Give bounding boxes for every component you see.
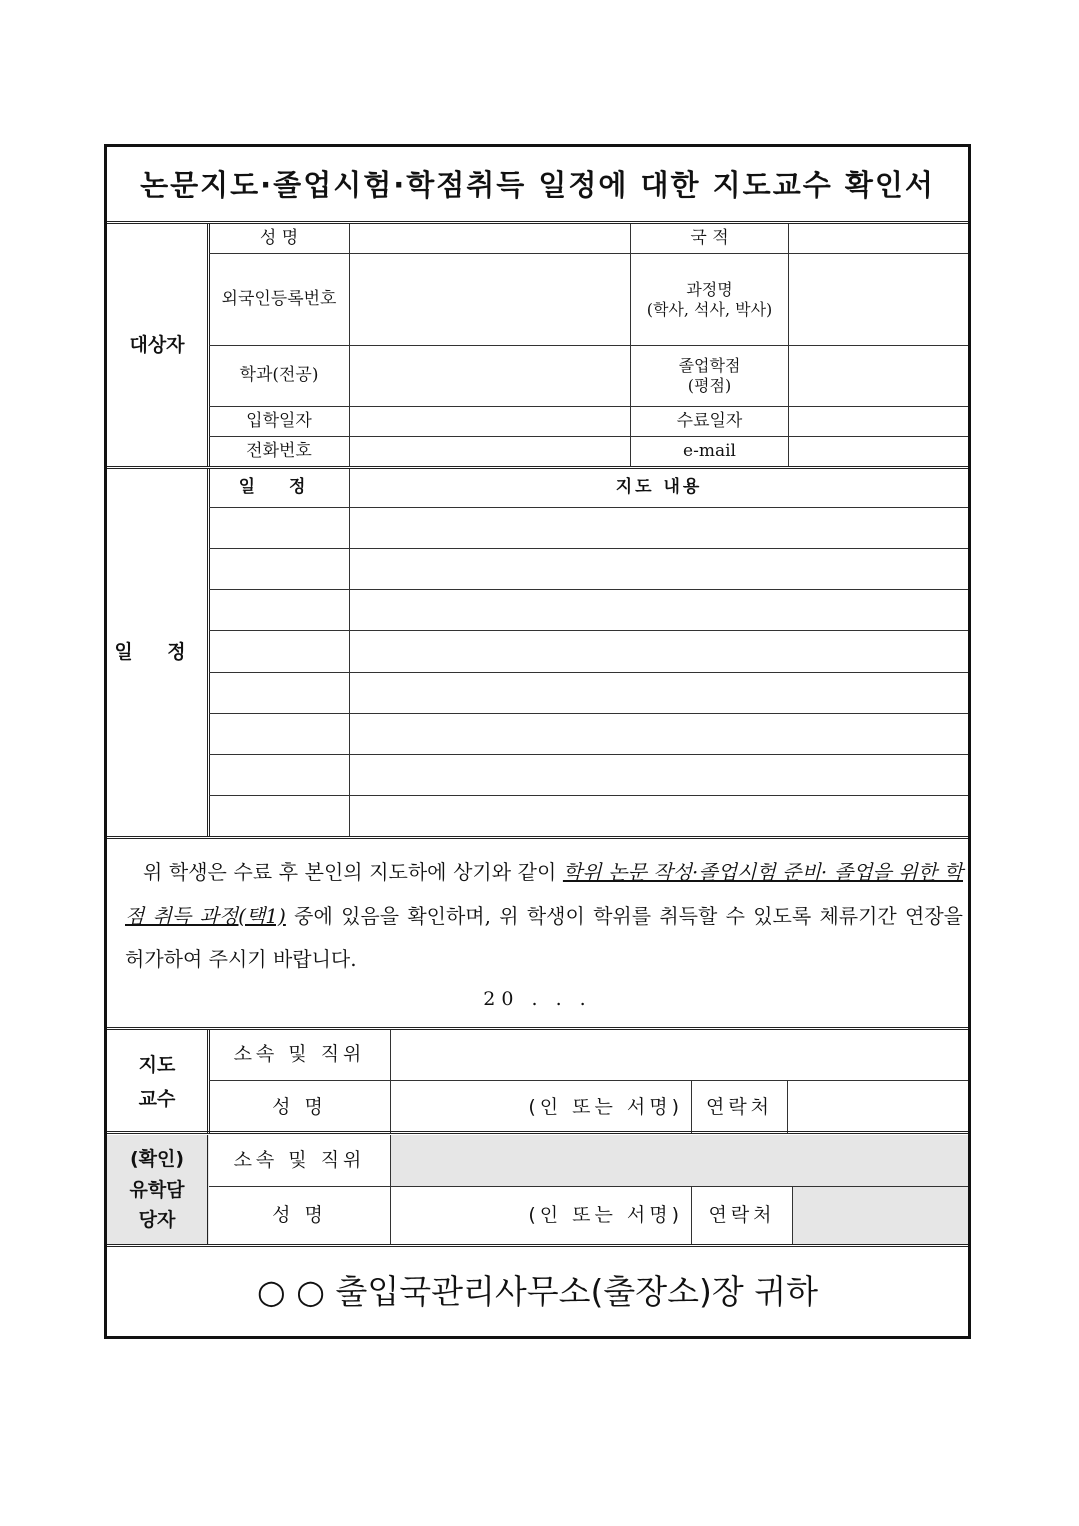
advisor-name-label: 성 명 xyxy=(272,1095,327,1118)
admission-date-field[interactable] xyxy=(350,407,630,436)
officer-affiliation-field[interactable] xyxy=(391,1135,968,1186)
schedule-section-label: 일 정 xyxy=(114,641,200,664)
closing-addressee: ○ ○ 출입국관리사무소(출장소)장 귀하 xyxy=(256,1272,819,1312)
admission-date-label: 입학일자 xyxy=(246,410,312,431)
alien-registration-field[interactable] xyxy=(350,254,630,345)
statement-underlined-text: 학위 논문 작성·졸업시험 준비· 졸업을 위한 학점 취득 과정(택1) xyxy=(125,860,963,928)
completion-date-label: 수료일자 xyxy=(676,410,743,431)
name-label: 성 명 xyxy=(259,227,299,248)
graduation-credits-label: 졸업학점 (평점) xyxy=(678,356,741,395)
nationality-label: 국 적 xyxy=(690,227,729,248)
officer-affiliation-label: 소속 및 직위 xyxy=(233,1148,366,1171)
schedule-content-cell[interactable] xyxy=(350,508,968,548)
completion-date-field[interactable] xyxy=(789,407,968,436)
officer-signature-field[interactable]: (인 또는 서명) xyxy=(528,1204,683,1227)
advisor-contact-label: 연락처 xyxy=(705,1095,774,1118)
schedule-content-cell[interactable] xyxy=(350,549,968,589)
subject-section-label: 대상자 xyxy=(129,333,185,356)
schedule-content-cell[interactable] xyxy=(350,796,968,836)
alien-registration-label: 외국인등록번호 xyxy=(221,288,337,309)
schedule-date-cell[interactable] xyxy=(209,755,349,795)
advisor-label: 지도 교수 xyxy=(138,1053,176,1110)
advisor-contact-field[interactable] xyxy=(788,1081,968,1134)
schedule-date-cell[interactable] xyxy=(209,508,349,548)
schedule-date-cell[interactable] xyxy=(209,549,349,589)
schedule-date-cell[interactable] xyxy=(209,796,349,836)
course-label: 과정명 (학사, 석사, 박사) xyxy=(646,279,773,319)
department-field[interactable] xyxy=(350,346,630,406)
graduation-credits-field[interactable] xyxy=(789,346,968,406)
divider xyxy=(107,1244,968,1247)
schedule-date-cell[interactable] xyxy=(209,590,349,630)
department-label: 학과(전공) xyxy=(239,365,319,386)
statement-paragraph: 위 학생은 수료 후 본인의 지도하에 상기와 같이 학위 논문 작성·졸업시험 준비· 졸업을 위한 학점 취득 과정(택1) 중에 있음을 확인하며, 위 학생이 학위를 취득할 수 있도록 체류기간 연장을 허가하여 주시기 바랍니다. xyxy=(125,860,964,971)
divider xyxy=(107,836,968,839)
schedule-content-cell[interactable] xyxy=(350,590,968,630)
nationality-field[interactable] xyxy=(789,224,968,253)
schedule-date-cell[interactable] xyxy=(209,673,349,713)
email-field[interactable] xyxy=(789,437,968,467)
phone-field[interactable] xyxy=(350,437,630,467)
schedule-content-cell[interactable] xyxy=(350,631,968,671)
schedule-date-header: 일 정 xyxy=(238,477,320,498)
divider xyxy=(107,1131,968,1134)
schedule-date-cell[interactable] xyxy=(209,714,349,754)
statement-date: 20 . . . xyxy=(483,988,592,1011)
advisor-affiliation-label: 소속 및 직위 xyxy=(233,1043,366,1066)
schedule-content-cell[interactable] xyxy=(350,714,968,754)
schedule-content-cell[interactable] xyxy=(350,755,968,795)
name-field[interactable] xyxy=(350,224,630,253)
schedule-content-cell[interactable] xyxy=(350,673,968,713)
phone-label: 전화번호 xyxy=(246,441,312,462)
form-title: 논문지도·졸업시험·학점취득 일정에 대한 지도교수 확인서 xyxy=(140,167,935,202)
advisor-signature-field[interactable]: (인 또는 서명) xyxy=(528,1095,683,1118)
schedule-content-header: 지도 내용 xyxy=(615,477,703,498)
officer-contact-field[interactable] xyxy=(793,1187,968,1245)
email-label: e-mail xyxy=(683,441,736,462)
advisor-affiliation-field[interactable] xyxy=(391,1030,968,1080)
officer-name-label: 성 명 xyxy=(272,1204,327,1227)
officer-contact-label: 연락처 xyxy=(708,1204,776,1227)
schedule-date-cell[interactable] xyxy=(209,631,349,671)
confirmation-form xyxy=(104,144,971,1339)
course-field[interactable] xyxy=(789,254,968,345)
intl-officer-label: (확인) 유학담 당자 xyxy=(129,1148,185,1232)
